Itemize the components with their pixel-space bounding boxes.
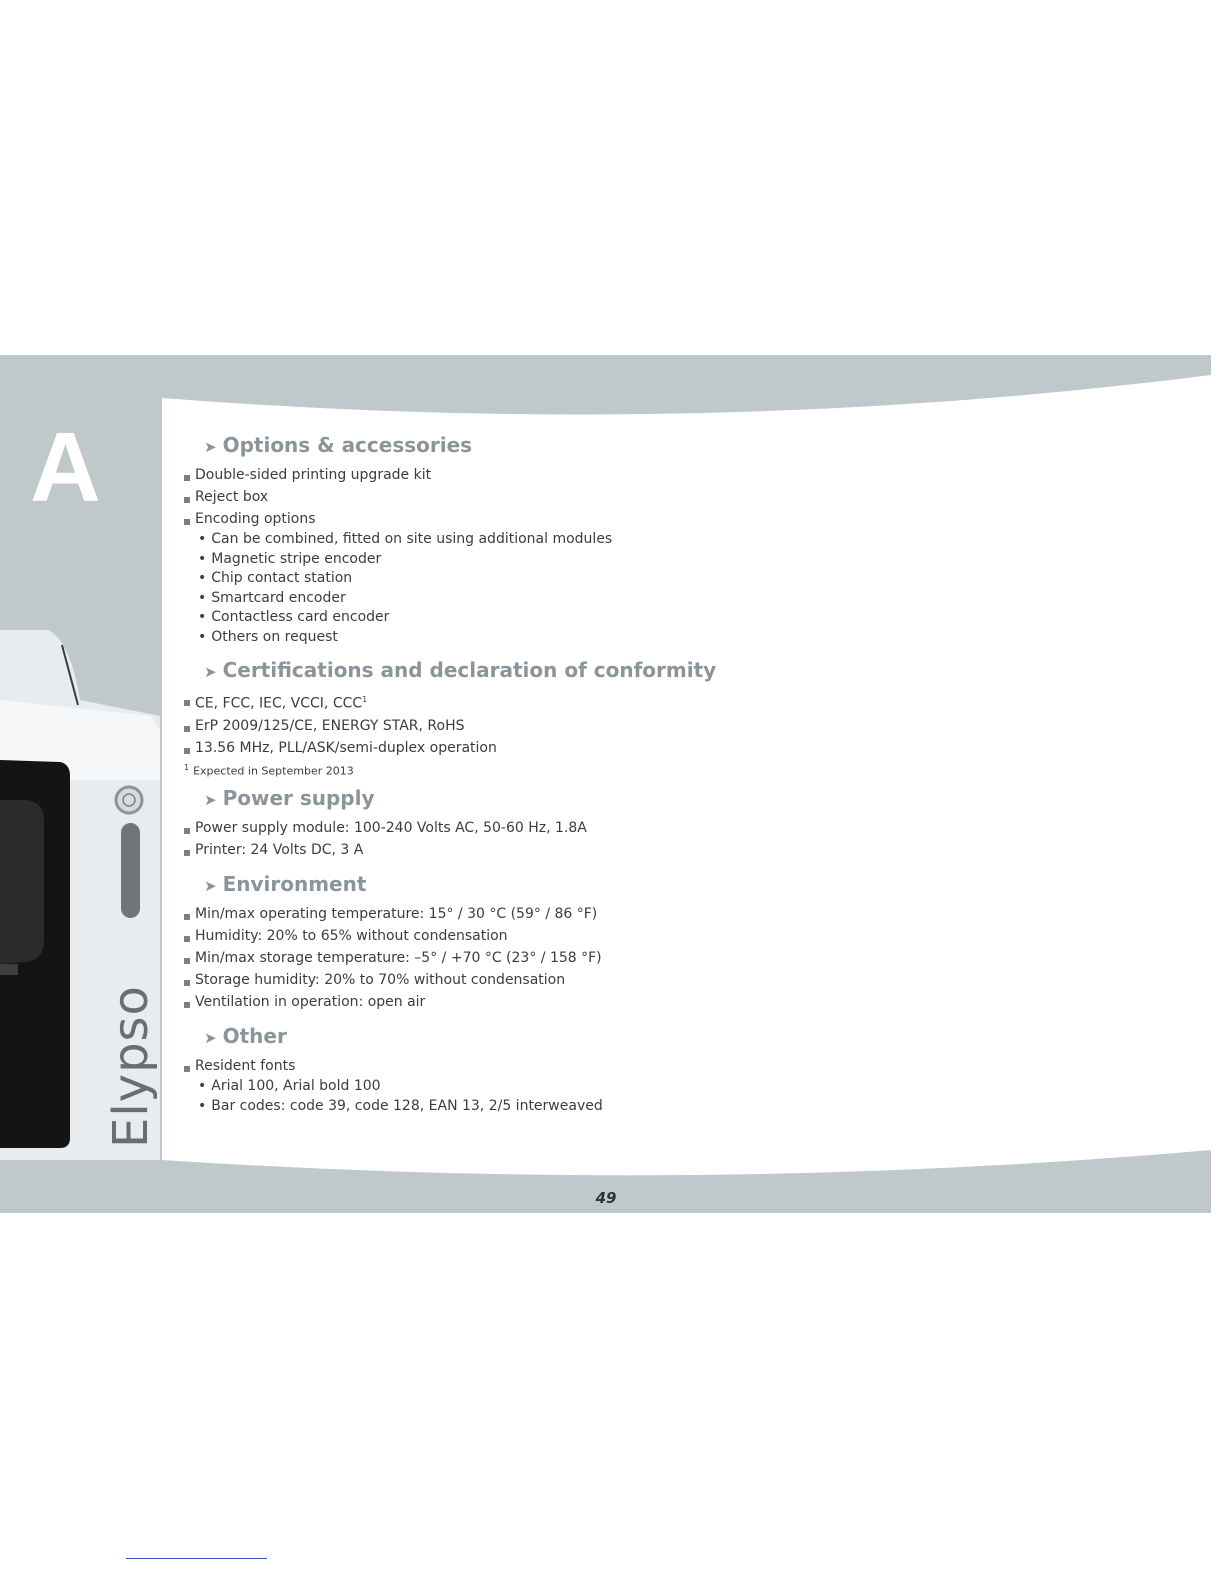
footnote-mark: 1: [362, 695, 368, 704]
list-item: Humidity: 20% to 65% without condensation: [184, 925, 884, 947]
list-item: ErP 2009/125/CE, ENERGY STAR, RoHS: [184, 715, 884, 737]
square-bullet-icon: [184, 475, 190, 481]
section-title-options: ➤ Options & accessories: [204, 430, 884, 462]
page-number: 49: [595, 1189, 617, 1207]
brand-logo-text: Elypso: [103, 985, 159, 1148]
list-item: Double-sided printing upgrade kit: [184, 464, 884, 486]
sub-list-item: • Contactless card encoder: [198, 609, 390, 625]
square-bullet-icon: [184, 958, 190, 964]
sub-list-item: • Smartcard encoder: [198, 589, 346, 606]
list-item: Power supply module: 100-240 Volts AC, 50-60 Hz, 1.8A: [184, 817, 884, 839]
list-item: 13.56 MHz, PLL/ASK/semi-duplex operation: [184, 737, 884, 759]
sub-list-item: • Arial 100, Arial bold 100: [198, 1078, 381, 1095]
list-item: CE, FCC, IEC, VCCI, CCC$^1$: [184, 689, 884, 715]
list-item: Encoding options: [184, 508, 884, 530]
square-bullet-icon: [184, 748, 190, 754]
sub-list-item: • Others on request: [198, 628, 338, 645]
list-item: Ventilation in operation: open air: [184, 991, 884, 1013]
section-title-environment: ➤ Environment: [204, 869, 884, 901]
sub-list-item: • Magnetic stripe encoder: [198, 550, 382, 567]
specifications-content: [184, 430, 884, 1116]
arrow-icon: ➤: [204, 791, 217, 810]
status-light-bar: [121, 823, 140, 918]
power-button-icon: [116, 787, 142, 813]
sub-list-item: • Can be combined, fitted on site using additional modules: [198, 531, 613, 547]
square-bullet-icon: [184, 1066, 190, 1072]
arrow-icon: ➤: [204, 1029, 217, 1048]
sub-list-item: • Bar codes: code 39, code 128, EAN 13, 2/5 interweaved: [198, 1097, 603, 1114]
square-bullet-icon: [184, 726, 190, 732]
square-bullet-icon: [184, 914, 190, 920]
section-title-power-supply: ➤ Power supply: [204, 783, 884, 815]
square-bullet-icon: [184, 497, 190, 503]
arrow-icon: ➤: [204, 663, 217, 681]
square-bullet-icon: [184, 700, 190, 706]
square-bullet-icon: [184, 980, 190, 986]
list-item: Storage humidity: 20% to 70% without condensation: [184, 969, 884, 991]
square-bullet-icon: [184, 936, 190, 942]
arrow-icon: ➤: [204, 877, 217, 896]
square-bullet-icon: [184, 850, 190, 856]
footnote-rule: [126, 1558, 267, 1559]
square-bullet-icon: [184, 519, 190, 525]
arrow-icon: ➤: [204, 438, 217, 456]
square-bullet-icon: [184, 828, 190, 834]
list-item: Min/max storage temperature: –5° / +70 °C (23° / 158 °F): [184, 947, 884, 969]
list-item: Min/max operating temperature: 15° / 30 °C (59° / 86 °F): [184, 903, 884, 925]
list-item: Resident fonts: [184, 1055, 884, 1077]
section-title-other: ➤ Other: [204, 1021, 884, 1053]
list-item: Reject box: [184, 486, 884, 508]
sub-list-item: • Chip contact station: [198, 570, 353, 586]
section-title-certifications: ➤ Certifications and declaration of conformity: [204, 655, 884, 687]
list-item: Printer: 24 Volts DC, 3 A: [184, 839, 884, 861]
square-bullet-icon: [184, 1002, 190, 1008]
footnote: $^1$ Expected in September 2013: [184, 762, 354, 778]
section-letter: A: [30, 412, 101, 522]
